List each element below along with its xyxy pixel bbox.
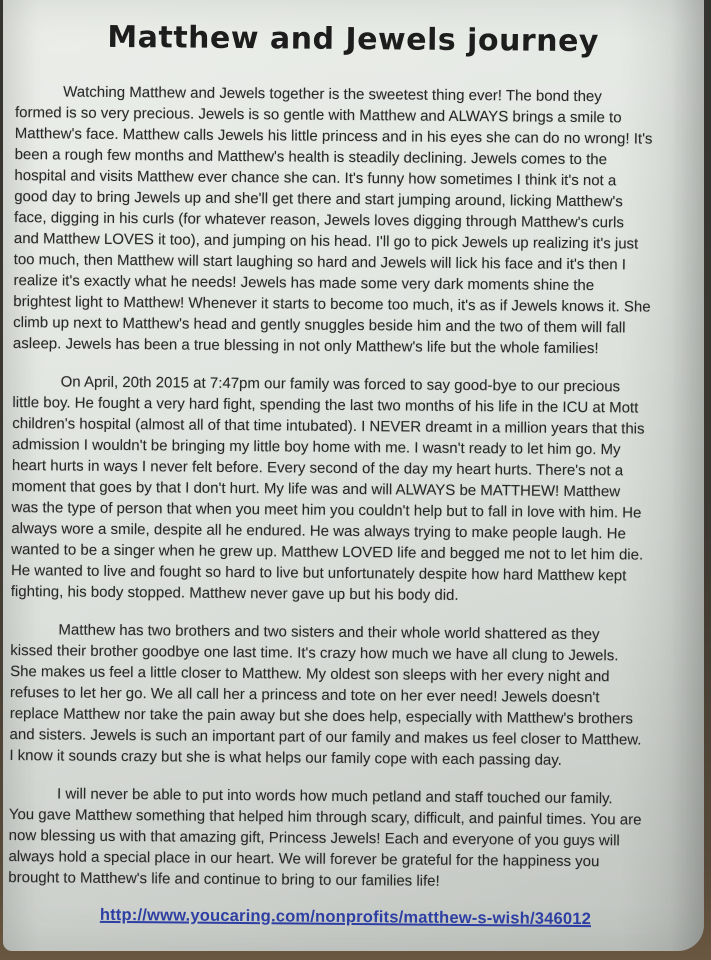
paragraph-siblings-and-jewels: Matthew has two brothers and two sisters and their whole world shattered as they kissed their brother goodbye one last time. It's crazy how much we have all clung to Jewels. She makes us feel a little closer to Matthew. My oldest son sleeps with her every night and refuses to let her go. We all call her a princess and tote on her ever need! Jewels doesn't replace Matthew nor take the pain away but she does help, especially with Matthew's brothers and sisters. Jewels is such an important part of our family and makes us feel closer to Matthew. I know it sounds crazy but she is what helps our family cope with each passing day. <box>9 621 642 769</box>
paragraph-saying-goodbye: On April, 20th 2015 at 7:47pm our family was forced to say good-bye to our precious little boy. He fought a very hard fight, spending the last two months of his life in the ICU at Mott children's hospital (almost all of that time intubated). I NEVER dreamt in a million years that this admission I wouldn't be bringing my little boy home with me. I wasn't ready to let him go. My heart hurts in ways I never felt before. Every second of the day my heart hurts. There's not a moment that goes by that I don't hurt. My life was and will ALWAYS be MATTHEW! Matthew was the type of person that when you meet him you couldn't help but to fall in love with him. He always wore a smile, despite all he endured. He was always trying to make people laugh. He wanted to be a singer when he grew up. Matthew LOVED life and begged me not to let him die. He wanted to live and fought so hard to live but unfortunately despite how hard Matthew kept fighting, his body stopped. Matthew never gave up but his body did. <box>10 373 645 604</box>
letter-body <box>3 81 703 894</box>
page-title: Matthew and Jewels journey <box>107 19 600 60</box>
document-page <box>3 0 704 951</box>
paragraph-thanks-to-petland: I will never be able to put into words how much petland and staff touched our family. You gave Matthew something that helped him through scary, difficult, and painful times. You are now blessing us with that amazing gift, Princess Jewels! Each and everyone of you guys will always hold a special place in our heart. We will forever be grateful for the happiness you brought to Matthew's life and continue to bring to our families life! <box>8 785 642 890</box>
link-line <box>3 905 696 930</box>
youcaring-donation-link[interactable]: http://www.youcaring.com/nonprofits/matthew-s-wish/346012 <box>99 905 592 929</box>
document-content <box>3 0 704 951</box>
paragraph-bond-with-jewels: Watching Matthew and Jewels together is the sweetest thing ever! The bond they formed is so very precious. Jewels is so gentle with Matthew and ALWAYS brings a smile to Matthew's face. Matthew calls Jewels his little princess and in his eyes she can do no wrong! It's been a rough few months and Matthew's health is steadily declining. Jewels comes to the hospital and visits Matthew ever chance she can. It's funny how sometimes I think it's not a good day to bring Jewels up and she'll get there and start jumping around, licking Matthew's face, digging in his curls (for whatever reason, Jewels loves digging through Matthew's curls and Matthew LOVES it too), and jumping on his head. I'll go to pick Jewels up realizing it's just too much, then Matthew will start laughing so hard and Jewels will lick his face and it's then I realize it's exactly what he needs! Jewels has made some very dark moments shine the brightest light to Matthew! Whenever it starts to become too much, it's as if Jewels knows it. She climb up next to Matthew's head and gently snuggles beside him and the two of them will fall asleep. Jewels has been a true blessing in not only Matthew's life but the whole families! <box>12 83 653 358</box>
